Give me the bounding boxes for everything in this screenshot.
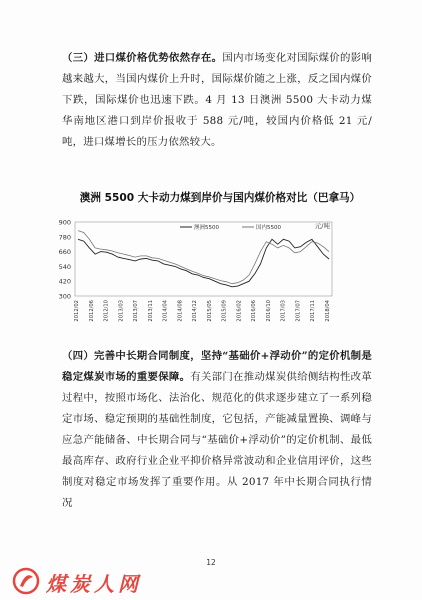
y-tick-label: 900 [58,218,71,227]
x-tick-label: 2012/02 [74,300,80,322]
paragraph-heading: （三）进口煤价格优势依然存在。 [62,52,223,64]
x-tick-label: 2015/09 [221,300,228,322]
paragraph-import-price [62,48,372,153]
plot-frame [75,222,332,296]
x-tick-label: 2017/11 [310,300,317,322]
x-tick-label: 2013/11 [147,300,154,322]
paragraph-contract-system [62,346,372,514]
legend-label: 澳洲5500 [194,225,219,231]
x-tick-label: 2015/05 [206,300,213,322]
x-tick-label: 2014/12 [192,300,199,322]
x-tick-label: 2017/07 [295,300,302,322]
chart-svg [40,210,365,330]
y-tick-label: 540 [58,262,71,271]
page-number: 12 [206,558,216,567]
y-tick-label: 780 [58,233,71,242]
paragraph-body: 有关部门在推动煤炭供给侧结构性改革过程中，按照市场化、法治化、规范化的供求逐步建立了一系列稳定市场、稳定预期的基础性制度，它包括，产能减量置换、调峰与应急产能储备、中长期合同与“基础价+浮动价”的定价机制、最低最高库存、政府行业企业平抑价格异常波动和企业信用评价，这些制度对稳定市场发挥了重要作用。从 2017 年中长期合同执行情况 [62,371,372,509]
price-chart [40,210,365,330]
x-tick-label: 2016/02 [236,300,243,322]
x-tick-label: 2012/06 [88,300,95,322]
x-tick-label: 2013/03 [118,300,125,322]
watermark-text: 煤炭人网 [46,572,142,596]
paragraph-body: 国内市场变化对国际煤价的影响越来越大，当国内煤价上升时，国际煤价随之上涨，反之国内煤价下跌，国际煤价也迅速下跌。4 月 13 日澳洲 5500 大卡动力煤华南地区港口到岸价报收于 588 元/吨，较国内价格低 21 元/吨，进口煤增长的压力依然较大。 [62,52,373,148]
x-tick-label: 2014/08 [177,300,184,322]
y-tick-label: 300 [58,292,71,301]
flame-icon [20,575,33,587]
x-tick-label: 2013/07 [133,300,140,322]
paragraph-heading: （四）完善中长期合同制度，坚持“基础价+浮动价”的定价机制是稳定煤炭市场的重要保障。 [62,350,372,383]
x-tick-label: 2014/04 [162,300,169,322]
x-tick-label: 2016/06 [251,300,258,322]
x-tick-label: 2018/04 [325,300,331,322]
series-line-1 [78,231,329,284]
x-tick-label: 2016/10 [265,300,272,322]
x-tick-label: 2017/03 [280,300,287,322]
chart-title: 澳洲 5500 大卡动力煤到岸价与国内煤价格对比（巴拿马） [79,192,361,204]
unit-label: 元/吨 [314,222,330,230]
y-tick-label: 660 [58,248,71,257]
series-line-0 [78,239,329,286]
y-tick-label: 420 [58,277,71,286]
legend-label: 国内5500 [256,225,281,231]
x-tick-label: 2012/10 [103,300,110,322]
